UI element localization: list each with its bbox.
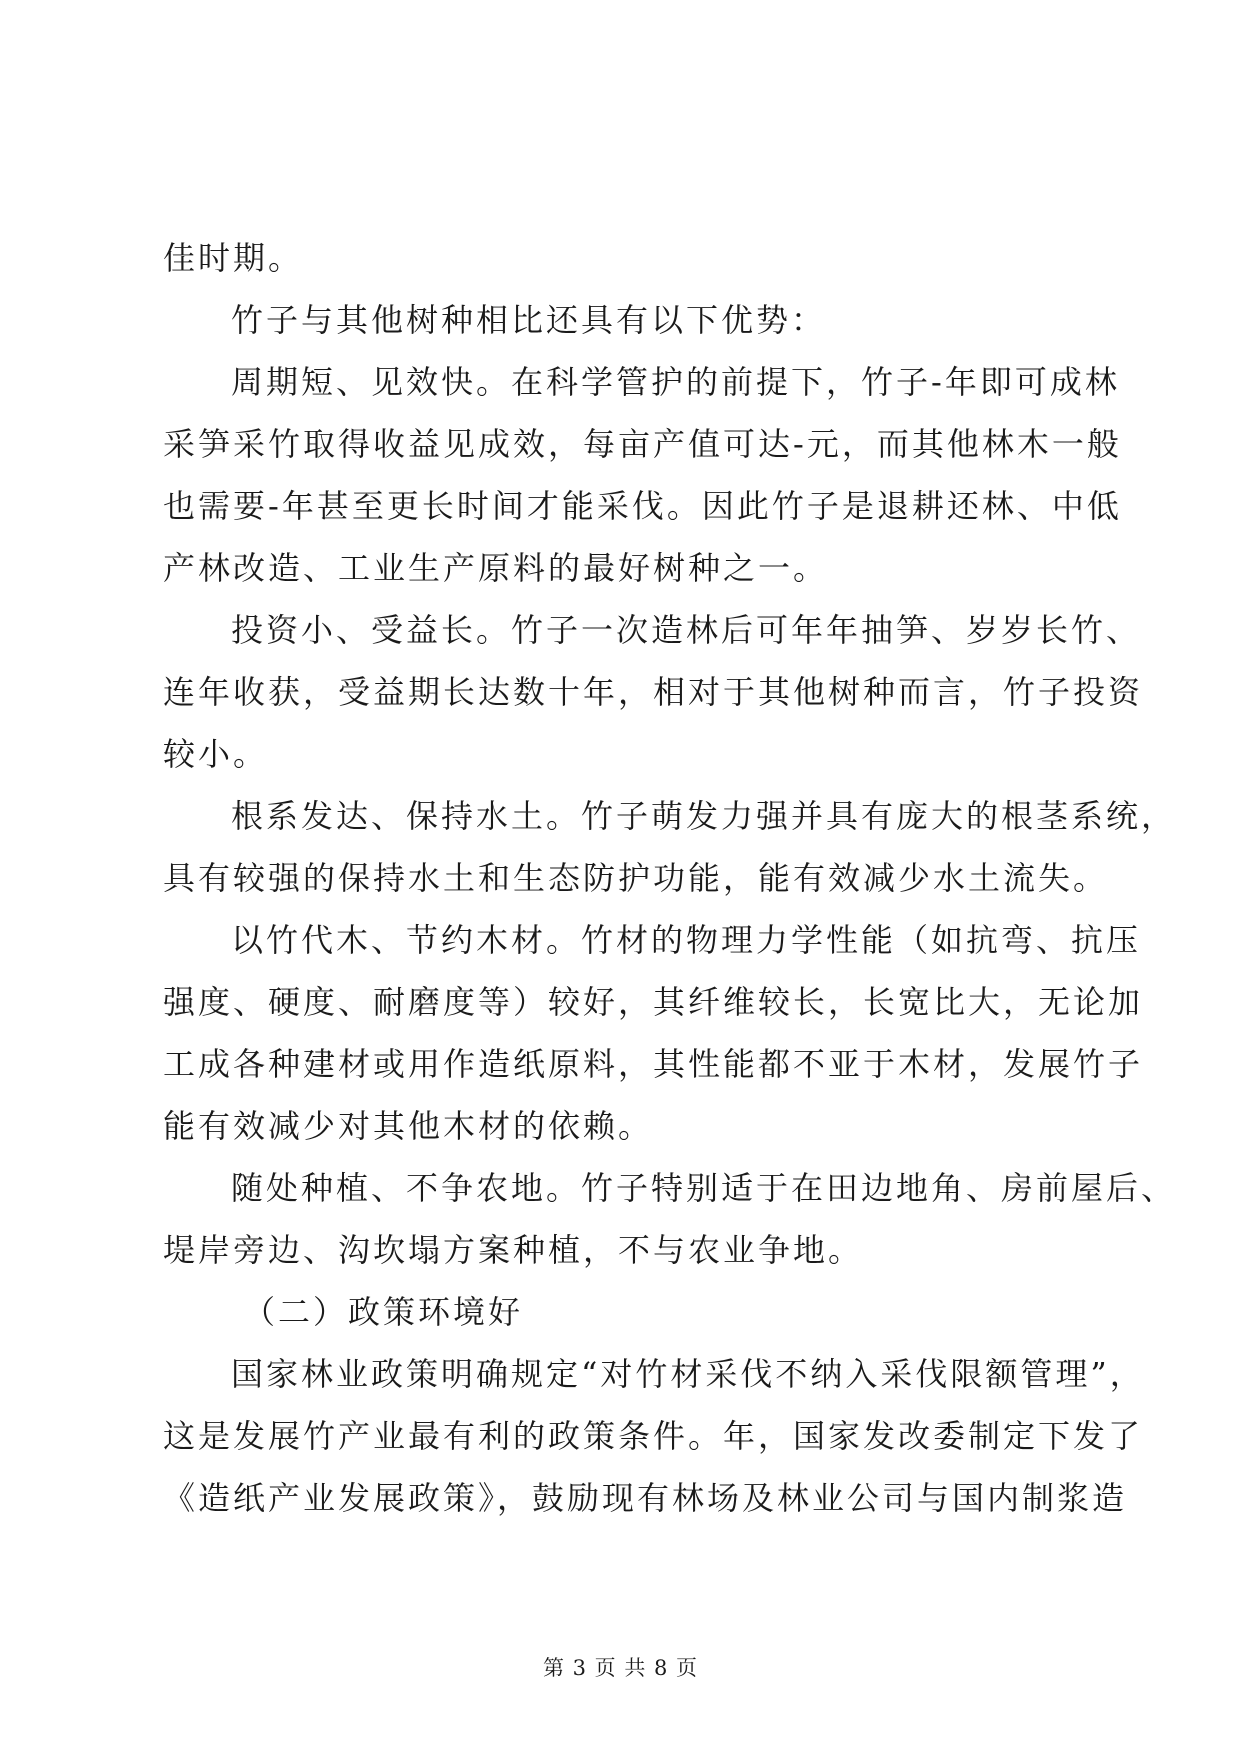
text-line: 连年收获，受益期长达数十年，相对于其他树种而言，竹子投资 xyxy=(163,673,1144,711)
text-line: 周期短、见效快。在科学管护的前提下，竹子-年即可成林 xyxy=(231,363,1120,401)
text-line: 这是发展竹产业最有利的政策条件。年，国家发改委制定下发了 xyxy=(163,1417,1144,1455)
page-number-footer: 第 3 页 共 8 页 xyxy=(542,1656,699,1680)
text-line: 能有效减少对其他木材的依赖。 xyxy=(163,1107,654,1145)
text-line: 投资小、受益长。竹子一次造林后可年年抽笋、岁岁长竹、 xyxy=(231,611,1142,649)
text-line: 较小。 xyxy=(163,735,269,773)
text-line: 以竹代木、节约木材。竹材的物理力学性能（如抗弯、抗压 xyxy=(231,921,1142,959)
text-line: 国家林业政策明确规定“对竹材采伐不纳入采伐限额管理”， xyxy=(231,1355,1145,1393)
text-line: 随处种植、不争农地。竹子特别适于在田边地角、房前屋后、 xyxy=(231,1169,1177,1207)
text-line: 《造纸产业发展政策》，鼓励现有林场及林业公司与国内制浆造 xyxy=(163,1479,1128,1517)
text-line: 采笋采竹取得收益见成效，每亩产值可达-元，而其他林木一般 xyxy=(163,425,1122,463)
text-line: 也需要-年甚至更长时间才能采伐。因此竹子是退耕还林、中低 xyxy=(163,487,1122,525)
text-line: 工成各种建材或用作造纸原料，其性能都不亚于木材，发展竹子 xyxy=(163,1045,1144,1083)
text-line: 产林改造、工业生产原料的最好树种之一。 xyxy=(163,549,829,587)
text-line: 具有较强的保持水土和生态防护功能，能有效减少水土流失。 xyxy=(163,859,1109,897)
section-heading: （二）政策环境好 xyxy=(243,1293,524,1331)
text-line: 竹子与其他树种相比还具有以下优势： xyxy=(231,301,827,339)
text-line: 堤岸旁边、沟坎塌方案种植，不与农业争地。 xyxy=(163,1231,864,1269)
text-line: 强度、硬度、耐磨度等）较好，其纤维较长，长宽比大，无论加 xyxy=(163,983,1144,1021)
text-line: 根系发达、保持水土。竹子萌发力强并具有庞大的根茎系统， xyxy=(231,797,1177,835)
body-text xyxy=(163,227,1177,1529)
text-line: 佳时期。 xyxy=(163,239,304,277)
